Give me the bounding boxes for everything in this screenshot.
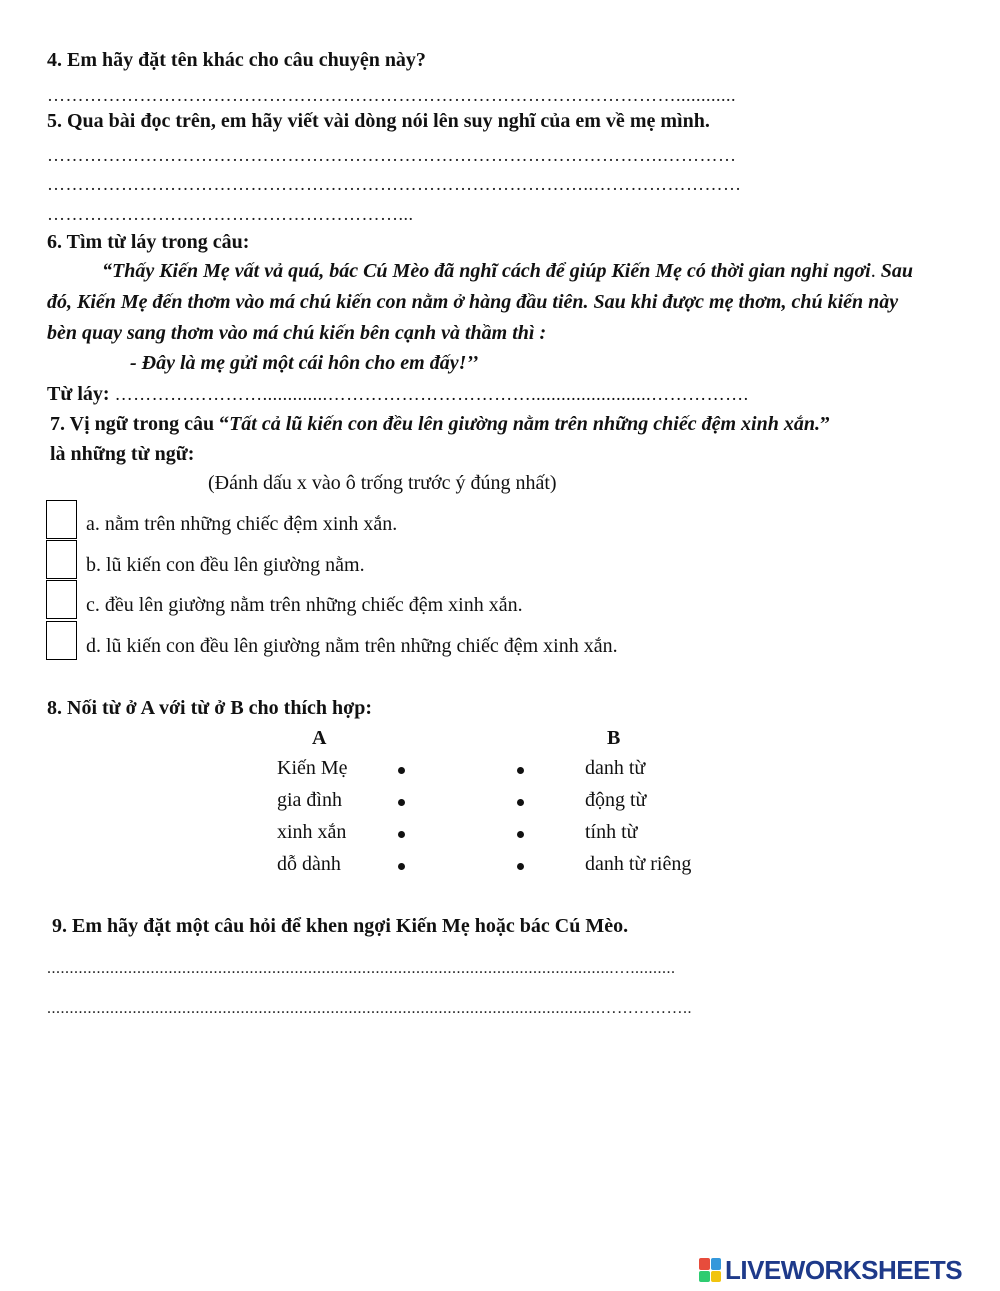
q8-b-item-4: danh từ riêng bbox=[585, 853, 692, 875]
q5-answer-line-1[interactable]: ……………………………………………………………………………………….………… bbox=[47, 145, 737, 165]
q7-title-line2: là những từ ngữ: bbox=[50, 443, 195, 465]
q7-option-b: b. lũ kiến con đều lên giường nằm. bbox=[86, 554, 365, 576]
q4-answer-line[interactable]: …………………………………………………………………………………………............ bbox=[47, 85, 736, 105]
q7-option-a: a. nằm trên những chiếc đệm xinh xắn. bbox=[86, 513, 398, 535]
q8-b-dot-1[interactable] bbox=[517, 767, 524, 774]
q5-title: 5. Qua bài đọc trên, em hãy viết vài dòng nói lên suy nghĩ của em về mẹ mình. bbox=[47, 110, 710, 132]
q7-checkbox-d[interactable] bbox=[46, 621, 77, 660]
logo-mark-icon bbox=[699, 1258, 721, 1282]
logo-text: LIVEWORKSHEETS bbox=[725, 1254, 963, 1285]
q8-a-dot-1[interactable] bbox=[398, 767, 405, 774]
q7-title-prefix: 7. Vị ngữ trong câu “ bbox=[50, 413, 230, 435]
q8-column-b-label: B bbox=[607, 727, 621, 749]
q7-title-suffix: ” bbox=[819, 413, 830, 435]
q6-passage-part2: Sau đó, Kiến Mẹ đến thơm vào má chú kiến con nằm ở hàng đầu tiên. Sau khi được mẹ thơm, chú kiến này bèn quay sang thơm vào má chú kiến bên cạnh và thầm thì : bbox=[47, 260, 913, 344]
q7-title-quote: Tất cả lũ kiến con đều lên giường nằm trên những chiếc đệm xinh xắn. bbox=[229, 413, 820, 435]
q6-title: 6. Tìm từ láy trong câu: bbox=[47, 231, 250, 253]
logo-mark-square-4 bbox=[711, 1271, 722, 1283]
liveworksheets-logo bbox=[699, 1255, 962, 1285]
q5-answer-line-3[interactable]: …………………………………………………... bbox=[47, 204, 414, 224]
q6-answer-row bbox=[47, 381, 749, 407]
q7-option-d: d. lũ kiến con đều lên giường nằm trên những chiếc đệm xinh xắn. bbox=[86, 635, 618, 657]
q6-answer-line[interactable]: …………………….............……………………………........................……………. bbox=[114, 384, 749, 404]
logo-mark-square-3 bbox=[699, 1271, 710, 1283]
q8-a-item-2: gia đình bbox=[277, 789, 342, 811]
q8-a-dot-2[interactable] bbox=[398, 799, 405, 806]
q8-b-item-3: tính từ bbox=[585, 821, 638, 843]
q8-b-dot-4[interactable] bbox=[517, 863, 524, 870]
q8-a-item-1: Kiến Mẹ bbox=[277, 757, 348, 779]
q8-a-item-4: dỗ dành bbox=[277, 853, 341, 875]
q7-checkbox-a[interactable] bbox=[46, 500, 77, 539]
q6-passage bbox=[47, 256, 933, 349]
logo-mark-square-1 bbox=[699, 1258, 710, 1270]
q7-checkbox-b[interactable] bbox=[46, 540, 77, 579]
q9-answer-line-2[interactable]: ...........................................................................................................................…………….. bbox=[47, 1000, 692, 1017]
q6-passage-period: . bbox=[870, 260, 876, 282]
q8-b-dot-3[interactable] bbox=[517, 831, 524, 838]
q8-b-item-2: động từ bbox=[585, 789, 647, 811]
q7-instruction: (Đánh dấu x vào ô trống trước ý đúng nhất) bbox=[208, 472, 557, 494]
q6-answer-label: Từ láy: bbox=[47, 383, 115, 405]
q7-checkbox-c[interactable] bbox=[46, 580, 77, 619]
logo-mark-square-2 bbox=[711, 1258, 722, 1270]
q7-title bbox=[50, 411, 830, 437]
q8-a-dot-4[interactable] bbox=[398, 863, 405, 870]
q8-title: 8. Nối từ ở A với từ ở B cho thích hợp: bbox=[47, 697, 372, 719]
q9-title: 9. Em hãy đặt một câu hỏi để khen ngợi Kiến Mẹ hoặc bác Cú Mèo. bbox=[52, 915, 629, 937]
q8-b-item-1: danh từ bbox=[585, 757, 646, 779]
q9-answer-line-1[interactable]: ..............................................................................................................................….......... bbox=[47, 960, 676, 977]
q4-title: 4. Em hãy đặt tên khác cho câu chuyện này? bbox=[47, 49, 426, 71]
q6-passage-part1: “Thấy Kiến Mẹ vất vả quá, bác Cú Mèo đã nghĩ cách để giúp Kiến Mẹ có thời gian nghỉ ngơi bbox=[102, 260, 871, 282]
q8-b-dot-2[interactable] bbox=[517, 799, 524, 806]
q8-a-item-3: xinh xắn bbox=[277, 821, 347, 843]
q5-answer-line-2[interactable]: ……………………………………………………………………………..…………………… bbox=[47, 174, 742, 194]
q7-option-c: c. đều lên giường nằm trên những chiếc đệm xinh xắn. bbox=[86, 594, 523, 616]
q8-a-dot-3[interactable] bbox=[398, 831, 405, 838]
q8-column-a-label: A bbox=[312, 727, 327, 749]
q6-dialogue: - Đây là mẹ gửi một cái hôn cho em đấy!’’ bbox=[130, 352, 479, 374]
